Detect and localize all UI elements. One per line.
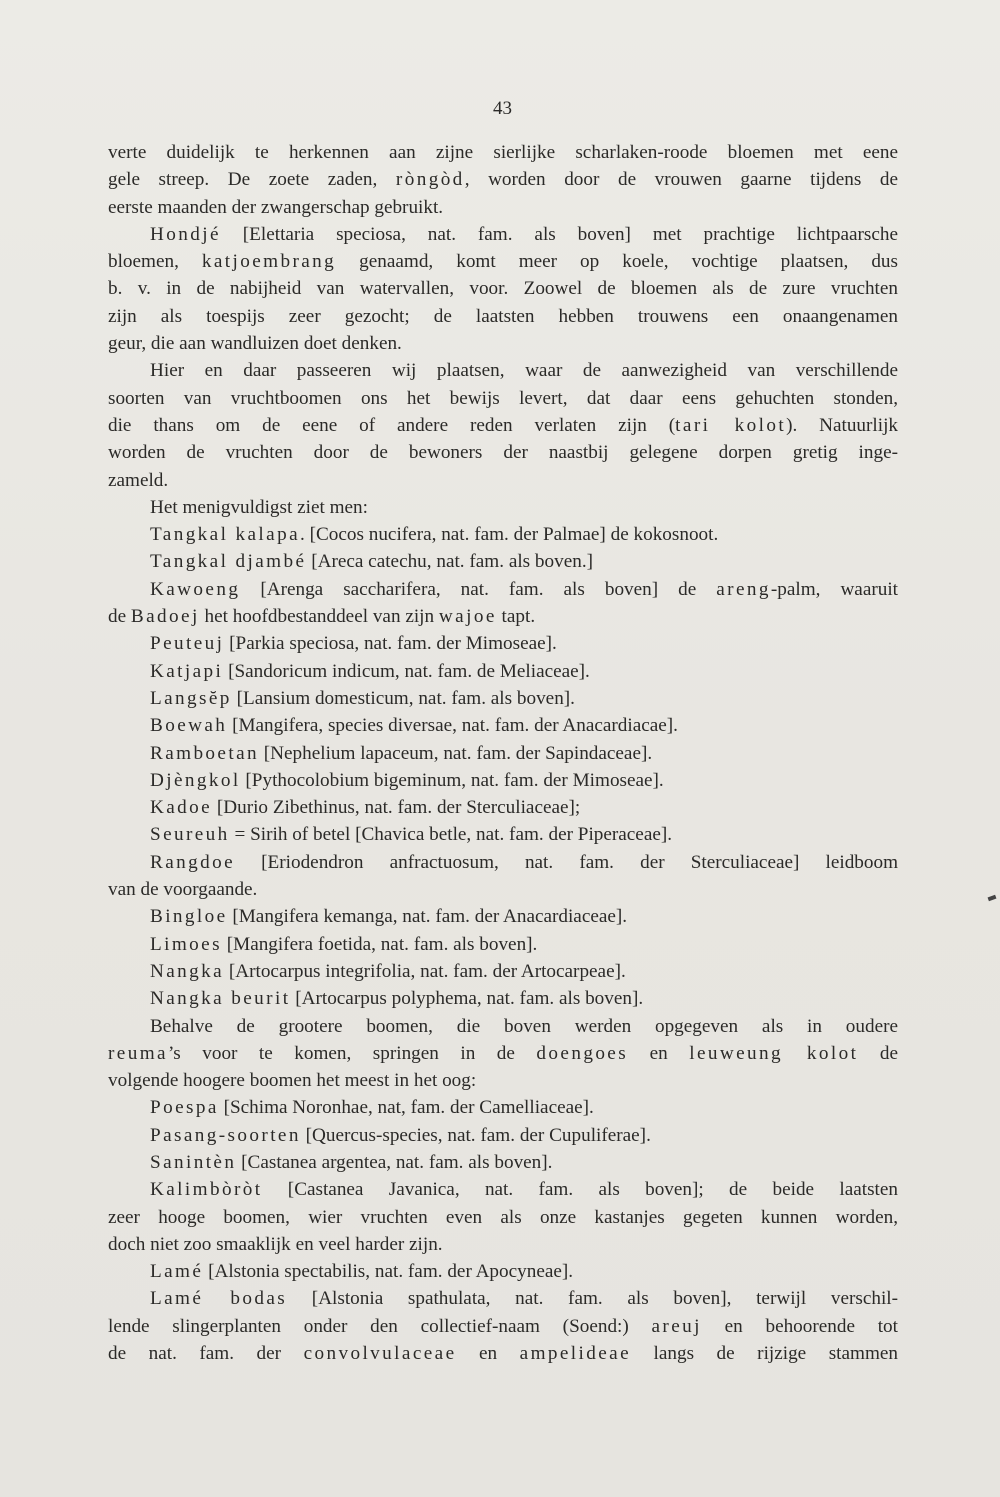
text-run: die thans om de eene of andere reden verlaten zijn (	[108, 414, 676, 436]
page-number: 43	[493, 98, 512, 119]
text-run: de	[108, 606, 131, 628]
text-run: [Alstonia spectabilis, nat. fam. der Apocyneae].	[203, 1261, 574, 1283]
text-run: [Artocarpus integrifolia, nat. fam. der Artocarpeae].	[224, 960, 626, 982]
spaced-term: Djèngkol	[150, 769, 241, 791]
body-text	[108, 139, 898, 1367]
text-run: [Areca catechu, nat. fam. als boven.]	[306, 551, 594, 573]
text-line	[108, 221, 898, 248]
spaced-term: Peuteuj	[150, 633, 225, 655]
text-line	[108, 958, 898, 985]
text-run: Behalve de grootere boomen, die boven werden opgegeven als in oudere	[150, 1015, 898, 1037]
spaced-term: reuma	[108, 1042, 168, 1064]
text-run: soorten van vruchtboomen ons het bewijs levert, dat daar eens gehuchten stonden,	[108, 387, 898, 409]
text-run: en	[456, 1343, 520, 1365]
text-run: tapt.	[496, 606, 536, 628]
text-line	[108, 1122, 898, 1149]
text-line	[108, 548, 898, 575]
text-run: ). Natuurlijk	[786, 414, 898, 436]
spaced-term: wajoe	[438, 606, 497, 628]
spaced-term: tari kolot	[675, 414, 787, 436]
text-line	[108, 357, 898, 384]
spaced-term: ròngòd	[395, 169, 465, 191]
text-run: bloemen,	[108, 251, 202, 273]
text-line	[108, 166, 898, 193]
text-line	[108, 740, 898, 767]
spaced-term: Tangkal djambé	[150, 551, 307, 573]
text-run: -palm, waaruit	[770, 578, 898, 600]
text-run: [Nephelium lapaceum, nat. fam. der Sapindaceae].	[258, 742, 653, 764]
text-line	[108, 794, 898, 821]
spaced-term: ampelideae	[519, 1343, 632, 1365]
text-run: ’s voor te komen, springen in de	[167, 1042, 537, 1064]
spaced-term: Badoej	[130, 606, 200, 628]
spaced-term: Kawoeng	[150, 578, 241, 600]
spaced-term: areng	[716, 578, 771, 600]
spaced-term: Katjapi	[150, 660, 224, 682]
spaced-term: Limoes	[150, 933, 222, 955]
text-run: [Mangifera, species diversae, nat. fam. der Anacardiacae].	[227, 715, 678, 737]
spaced-term: Ramboetan	[150, 742, 259, 764]
text-run: [Arenga saccharifera, nat. fam. als boven] de	[240, 578, 717, 600]
text-line	[108, 1313, 898, 1340]
text-line	[108, 494, 898, 521]
spaced-term: Nangka beurit	[150, 988, 291, 1010]
text-line	[108, 658, 898, 685]
text-run: [Quercus-species, nat. fam. der Cupuliferae].	[300, 1124, 651, 1146]
text-line	[108, 576, 898, 603]
text-line	[108, 849, 898, 876]
text-line	[108, 330, 898, 357]
text-line	[108, 1149, 898, 1176]
text-line	[108, 685, 898, 712]
text-line	[108, 1204, 898, 1231]
spaced-term: Bingloe	[150, 906, 228, 928]
text-run: [Artocarpus polyphema, nat. fam. als boven].	[290, 988, 644, 1010]
spaced-term: Tangkal kalapa	[150, 524, 300, 546]
text-run: [Schima Noronhae, nat, fam. der Camelliaceae].	[218, 1097, 594, 1119]
text-line	[108, 985, 898, 1012]
text-run: eerste maanden der zwangerschap gebruikt.	[108, 196, 444, 218]
text-line	[108, 931, 898, 958]
text-run: verte duidelijk te herkennen aan zijne sierlijke scharlaken-roode bloemen met eene	[108, 142, 898, 163]
text-line	[108, 385, 898, 412]
text-line	[108, 630, 898, 657]
text-run: en	[628, 1042, 690, 1064]
text-line	[108, 1340, 898, 1367]
text-line	[108, 467, 898, 494]
text-run: [Durio Zibethinus, nat. fam. der Sterculiaceae];	[212, 797, 581, 819]
text-line	[108, 1013, 898, 1040]
text-run: [Pythocolobium bigeminum, nat. fam. der Mimoseae].	[240, 769, 664, 791]
text-run: het hoofdbestanddeel van zijn	[199, 606, 439, 628]
text-line	[108, 521, 898, 548]
text-run: de nat. fam. der	[108, 1343, 304, 1365]
spaced-term: Sanintèn	[150, 1151, 237, 1173]
text-line	[108, 139, 898, 166]
text-run: van de voorgaande.	[108, 879, 258, 901]
spaced-term: Lamé bodas	[150, 1288, 288, 1310]
text-run: [Sandoricum indicum, nat. fam. de Meliaceae].	[223, 660, 590, 682]
spaced-term: areuj	[651, 1315, 702, 1337]
text-run: zijn als toespijs zeer gezocht; de laatsten hebben trouwens een onaangenamen	[108, 305, 898, 327]
text-line	[108, 1040, 898, 1067]
text-run: [Castanea Javanica, nat. fam. als boven]; de beide laatsten	[262, 1179, 898, 1201]
spaced-term: Kalimbòròt	[150, 1179, 263, 1201]
spaced-term: Langsĕp	[150, 687, 232, 709]
text-line	[108, 303, 898, 330]
spaced-term: katjoembrang	[201, 251, 337, 273]
text-run: worden de vruchten door de bewoners der naastbij gelegene dorpen gretig inge-	[108, 442, 898, 464]
text-line	[108, 712, 898, 739]
text-run: [Mangifera kemanga, nat. fam. der Anacardiaceae].	[227, 906, 628, 928]
text-run: [Castanea argentea, nat. fam. als boven].	[236, 1151, 553, 1173]
spaced-term: leuweung kolot	[689, 1042, 859, 1064]
text-line	[108, 1094, 898, 1121]
text-line	[108, 194, 898, 221]
text-run: [Eriodendron anfractuosum, nat. fam. der Sterculiaceae] leidboom	[235, 851, 898, 873]
text-run: doch niet zoo smaaklijk en veel harder zijn.	[108, 1233, 443, 1255]
text-run: volgende hoogere boomen het meest in het oog:	[108, 1070, 477, 1092]
text-line	[108, 1176, 898, 1203]
spaced-term: Seureuh	[150, 824, 230, 846]
text-run: , worden door de vrouwen gaarne tijdens de	[464, 169, 898, 191]
text-run: geur, die aan wandluizen doet denken.	[108, 333, 402, 355]
text-run: Het menigvuldigst ziet men:	[150, 496, 368, 518]
text-line	[108, 439, 898, 466]
text-run: langs de rijzige stammen	[631, 1343, 898, 1365]
spaced-term: Rangdoe	[150, 851, 236, 873]
text-run: lende slingerplanten onder den collectief-naam (Soend:)	[108, 1315, 652, 1337]
text-run: b. v. in de nabijheid van watervallen, voor. Zoowel de bloemen als de zure vruchten	[108, 278, 898, 300]
text-line	[108, 876, 898, 903]
spaced-term: Kadoe	[150, 797, 213, 819]
spaced-term: Poespa	[150, 1097, 219, 1119]
text-run: genaamd, komt meer op koele, vochtige plaatsen, dus	[336, 251, 898, 273]
text-line	[108, 603, 898, 630]
spaced-term: Lamé	[150, 1261, 204, 1283]
text-run: [Elettaria speciosa, nat. fam. als boven] met prachtige lichtpaarsche	[220, 223, 898, 245]
text-line	[108, 767, 898, 794]
text-run: [Mangifera foetida, nat. fam. als boven].	[221, 933, 538, 955]
text-run: . [Cocos nucifera, nat. fam. der Palmae] de kokosnoot.	[300, 524, 719, 546]
text-run: de	[858, 1042, 898, 1064]
spaced-term: convolvulaceae	[303, 1343, 457, 1365]
text-line	[108, 248, 898, 275]
text-run: [Alstonia spathulata, nat. fam. als boven], terwijl verschil-	[287, 1288, 898, 1310]
text-line	[108, 275, 898, 302]
text-run: gele streep. De zoete zaden,	[108, 169, 396, 191]
text-run: en behoorende tot	[701, 1315, 898, 1337]
text-run: = Sirih of betel [Chavica betle, nat. fam. der Piperaceae].	[229, 824, 673, 846]
text-line	[108, 1258, 898, 1285]
text-run: Hier en daar passeeren wij plaatsen, waar de aanwezigheid van verschillende	[150, 360, 898, 382]
text-run: zameld.	[108, 469, 169, 491]
spaced-term: Pasang-soorten	[150, 1124, 301, 1146]
text-run: [Parkia speciosa, nat. fam. der Mimoseae].	[224, 633, 557, 655]
spaced-term: Hondjé	[150, 223, 221, 245]
text-run: [Lansium domesticum, nat. fam. als boven].	[231, 687, 575, 709]
spaced-term: Boewah	[150, 715, 228, 737]
spaced-term: Nangka	[150, 960, 225, 982]
text-run: zeer hooge boomen, wier vruchten even als onze kastanjes gegeten kunnen worden,	[108, 1206, 898, 1228]
text-line	[108, 412, 898, 439]
spaced-term: doengoes	[536, 1042, 629, 1064]
text-line	[108, 1067, 898, 1094]
text-line	[108, 821, 898, 848]
scan-speck	[988, 895, 997, 901]
text-line	[108, 1285, 898, 1312]
text-line	[108, 903, 898, 930]
text-line	[108, 1231, 898, 1258]
